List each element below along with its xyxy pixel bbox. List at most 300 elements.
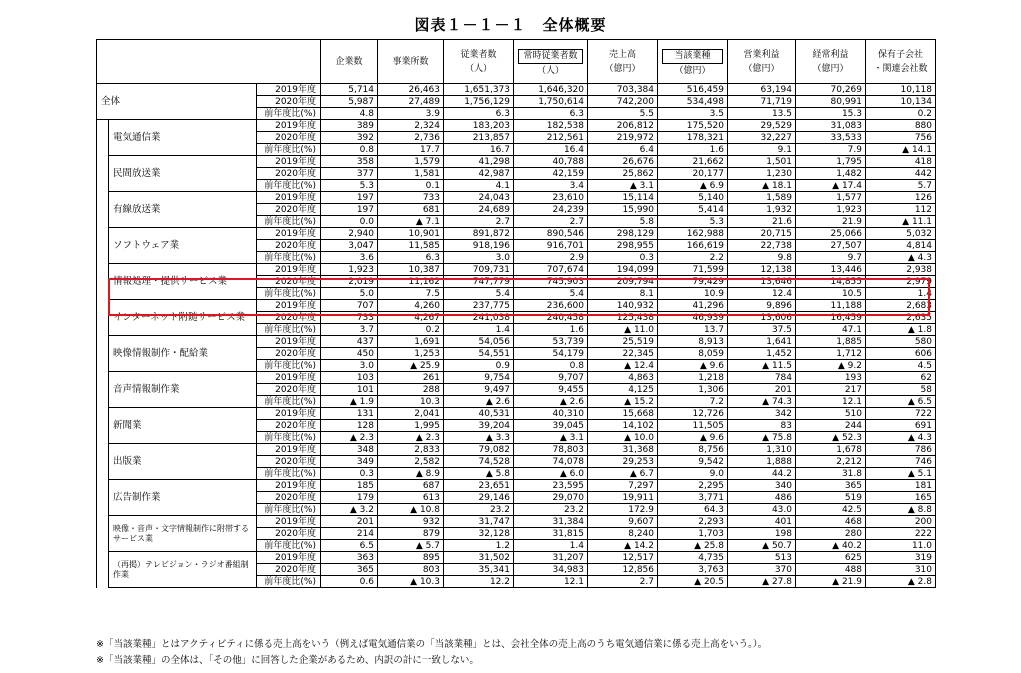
table-cell: 217 — [796, 384, 866, 396]
row-period-label: 2020年度 — [257, 168, 321, 180]
row-period-label: 前年度比(%) — [257, 144, 321, 156]
table-cell: 140,932 — [588, 300, 658, 312]
table-cell: 31,368 — [588, 444, 658, 456]
row-period-label: 前年度比(%) — [257, 360, 321, 372]
table-cell: 1,253 — [378, 348, 444, 360]
row-period-label: 2019年度 — [257, 84, 321, 96]
table-cell: 13,646 — [728, 276, 796, 288]
table-cell: 606 — [866, 348, 936, 360]
table-cell: 15,990 — [588, 204, 658, 216]
indent-cell — [97, 480, 109, 516]
table-cell: 5.4 — [514, 288, 588, 300]
table-cell: 236,600 — [514, 300, 588, 312]
table-cell: 46,939 — [658, 312, 728, 324]
indent-cell — [97, 120, 109, 156]
table-cell: ▲ 5.1 — [866, 468, 936, 480]
col-header-companies: 企業数 — [321, 40, 378, 84]
table-cell: 74,078 — [514, 456, 588, 468]
indent-cell — [97, 264, 109, 300]
table-cell: 389 — [321, 120, 378, 132]
group-label: 映像情報制作・配給業 — [109, 336, 257, 372]
table-cell: 183,203 — [444, 120, 514, 132]
table-cell: 237,775 — [444, 300, 514, 312]
table-cell: 10,134 — [866, 96, 936, 108]
table-cell: ▲ 50.7 — [728, 540, 796, 552]
table-cell: 932 — [378, 516, 444, 528]
table-cell: 392 — [321, 132, 378, 144]
table-cell: 1,678 — [796, 444, 866, 456]
table-cell: ▲ 9.6 — [658, 432, 728, 444]
table-cell: 5,714 — [321, 84, 378, 96]
group-label: 映像・音声・文字情報制作に附帯するサービス業 — [109, 516, 257, 552]
table-cell: 12.4 — [728, 288, 796, 300]
table-cell: 58 — [866, 384, 936, 396]
table-cell: 32,128 — [444, 528, 514, 540]
table-cell: 3.0 — [444, 252, 514, 264]
table-cell: 0.8 — [321, 144, 378, 156]
table-cell: 342 — [728, 408, 796, 420]
table-cell: 222 — [866, 528, 936, 540]
table-cell: 23.2 — [514, 504, 588, 516]
table-cell: 9,754 — [444, 372, 514, 384]
table-cell: 11,585 — [378, 240, 444, 252]
indent-cell — [97, 552, 109, 588]
indent-cell — [97, 156, 109, 192]
table-cell: 1,581 — [378, 168, 444, 180]
table-cell: 198 — [728, 528, 796, 540]
table-cell: 4,260 — [378, 300, 444, 312]
table-cell: 707 — [321, 300, 378, 312]
footnote-1: ※「当該業種」とはアクティビティに係る売上高をいう（例えば電気通信業の「当該業種」とは、会社全体の売上高のうち電気通信業に係る売上高をいう。）。 — [96, 639, 768, 650]
table-cell: 15,668 — [588, 408, 658, 420]
table-cell: 890,546 — [514, 228, 588, 240]
table-cell: ▲ 5.8 — [444, 468, 514, 480]
group-label: 情報処理・提供サービス業 — [109, 264, 257, 300]
table-cell: 39,045 — [514, 420, 588, 432]
col-header-operating-profit: 営業利益 （億円） — [728, 40, 796, 84]
table-cell: ▲ 75.8 — [728, 432, 796, 444]
table-cell: 1.4 — [514, 540, 588, 552]
table-cell: 534,498 — [658, 96, 728, 108]
table-cell: 9,896 — [728, 300, 796, 312]
row-period-label: 2019年度 — [257, 552, 321, 564]
table-cell: 29,146 — [444, 492, 514, 504]
table-cell: 363 — [321, 552, 378, 564]
table-cell: 11,505 — [658, 420, 728, 432]
row-period-label: 前年度比(%) — [257, 180, 321, 192]
table-cell: 9,542 — [658, 456, 728, 468]
table-cell: ▲ 10.3 — [378, 576, 444, 588]
table-cell: 23,651 — [444, 480, 514, 492]
table-cell: 79,429 — [658, 276, 728, 288]
table-cell: ▲ 14.2 — [588, 540, 658, 552]
table-cell: 197 — [321, 204, 378, 216]
table-cell: 895 — [378, 552, 444, 564]
table-cell: ▲ 4.3 — [866, 252, 936, 264]
table-cell: 10.9 — [658, 288, 728, 300]
table-cell: 9,607 — [588, 516, 658, 528]
col-header-regular-employees: 常時従業者数 （人） — [514, 40, 588, 84]
group-label: （再掲）テレビジョン・ラジオ番組制作業 — [109, 552, 257, 588]
row-period-label: 前年度比(%) — [257, 396, 321, 408]
table-cell: 486 — [728, 492, 796, 504]
table-cell: 13.5 — [728, 108, 796, 120]
table-cell: 1,995 — [378, 420, 444, 432]
table-row — [97, 372, 936, 384]
row-period-label: 2020年度 — [257, 312, 321, 324]
table-cell: 2,212 — [796, 456, 866, 468]
table-cell: 1.4 — [866, 288, 936, 300]
table-cell: 5.4 — [444, 288, 514, 300]
table-cell: 4.8 — [321, 108, 378, 120]
table-cell: 23,595 — [514, 480, 588, 492]
table-cell: 310 — [866, 564, 936, 576]
row-period-label: 2019年度 — [257, 192, 321, 204]
table-cell: 8,756 — [658, 444, 728, 456]
table-cell: 24,043 — [444, 192, 514, 204]
table-cell: 3.6 — [321, 252, 378, 264]
table-cell: 0.2 — [378, 324, 444, 336]
table-cell: 0.6 — [321, 576, 378, 588]
row-period-label: 2020年度 — [257, 240, 321, 252]
table-cell: ▲ 21.9 — [796, 576, 866, 588]
table-cell: 53,739 — [514, 336, 588, 348]
table-cell: ▲ 6.9 — [658, 180, 728, 192]
table-cell: 27,489 — [378, 96, 444, 108]
table-cell: 31,207 — [514, 552, 588, 564]
table-cell: 175,520 — [658, 120, 728, 132]
table-cell: 2,041 — [378, 408, 444, 420]
table-cell: 9.0 — [658, 468, 728, 480]
table-cell: 2.7 — [514, 216, 588, 228]
row-period-label: 2019年度 — [257, 156, 321, 168]
row-period-label: 前年度比(%) — [257, 540, 321, 552]
row-period-label: 前年度比(%) — [257, 288, 321, 300]
table-row — [97, 444, 936, 456]
table-cell: 370 — [728, 564, 796, 576]
row-period-label: 2019年度 — [257, 336, 321, 348]
table-row — [97, 300, 936, 312]
table-cell: 201 — [728, 384, 796, 396]
table-cell: 442 — [866, 168, 936, 180]
footnote-2: ※「当該業種」の全体は、「その他」に回答した企業があるため、内訳の計に一致しない。 — [96, 655, 479, 666]
table-cell: 42.5 — [796, 504, 866, 516]
table-cell: 31.8 — [796, 468, 866, 480]
table-cell: 625 — [796, 552, 866, 564]
table-cell: 6.5 — [321, 540, 378, 552]
table-cell: 213,857 — [444, 132, 514, 144]
group-label: 広告制作業 — [109, 480, 257, 516]
table-row — [97, 192, 936, 204]
table-cell: 519 — [796, 492, 866, 504]
table-cell: 14,102 — [588, 420, 658, 432]
table-cell: 126 — [866, 192, 936, 204]
table-cell: ▲ 3.3 — [444, 432, 514, 444]
table-cell: ▲ 11.5 — [728, 360, 796, 372]
table-cell: 1,230 — [728, 168, 796, 180]
table-cell: ▲ 11.0 — [588, 324, 658, 336]
table-cell: 71,599 — [658, 264, 728, 276]
table-cell: 6.3 — [378, 252, 444, 264]
table-cell: 12,856 — [588, 564, 658, 576]
table-cell: 1.6 — [514, 324, 588, 336]
table-cell: ▲ 1.8 — [866, 324, 936, 336]
table-cell: 165 — [866, 492, 936, 504]
col-header-offices: 事業所数 — [378, 40, 444, 84]
table-cell: 1,923 — [796, 204, 866, 216]
table-cell: 13.7 — [658, 324, 728, 336]
table-cell: 450 — [321, 348, 378, 360]
table-cell: 298,129 — [588, 228, 658, 240]
table-cell: 1,306 — [658, 384, 728, 396]
table-cell: 2.9 — [514, 252, 588, 264]
row-period-label: 2020年度 — [257, 420, 321, 432]
table-cell: 201 — [321, 516, 378, 528]
table-cell: 6.3 — [514, 108, 588, 120]
table-cell: ▲ 9.6 — [658, 360, 728, 372]
table-cell: 4,814 — [866, 240, 936, 252]
table-cell: 0.8 — [514, 360, 588, 372]
table-cell: 745,903 — [514, 276, 588, 288]
table-cell: 742,200 — [588, 96, 658, 108]
table-cell: 10.3 — [378, 396, 444, 408]
table-cell: 41,298 — [444, 156, 514, 168]
table-cell: 25,066 — [796, 228, 866, 240]
table-cell: 21,662 — [658, 156, 728, 168]
table-cell: 112 — [866, 204, 936, 216]
table-cell: 0.3 — [321, 468, 378, 480]
table-cell: 128 — [321, 420, 378, 432]
row-period-label: 2019年度 — [257, 120, 321, 132]
table-cell: 401 — [728, 516, 796, 528]
table-cell: 194,099 — [588, 264, 658, 276]
table-cell: 7,297 — [588, 480, 658, 492]
table-cell: 3,763 — [658, 564, 728, 576]
table-cell: ▲ 6.0 — [514, 468, 588, 480]
table-cell: ▲ 25.8 — [658, 540, 728, 552]
row-period-label: 2019年度 — [257, 300, 321, 312]
group-label: 民間放送業 — [109, 156, 257, 192]
table-cell: 733 — [378, 192, 444, 204]
table-cell: 14,855 — [796, 276, 866, 288]
table-cell: 5,414 — [658, 204, 728, 216]
table-cell: ▲ 12.4 — [588, 360, 658, 372]
table-cell: 212,561 — [514, 132, 588, 144]
table-cell: 756 — [866, 132, 936, 144]
table-cell: 35,341 — [444, 564, 514, 576]
col-header-employees: 従業者数 （人） — [444, 40, 514, 84]
overview-table — [96, 39, 936, 588]
row-period-label: 2020年度 — [257, 348, 321, 360]
table-cell: 41,296 — [658, 300, 728, 312]
table-cell: 3.5 — [658, 108, 728, 120]
table-cell: 37.5 — [728, 324, 796, 336]
table-row — [97, 408, 936, 420]
table-row — [97, 264, 936, 276]
table-cell: 1.4 — [444, 324, 514, 336]
table-cell: 54,179 — [514, 348, 588, 360]
table-cell: 11,188 — [796, 300, 866, 312]
table-cell: 918,196 — [444, 240, 514, 252]
header-blank — [97, 40, 321, 84]
group-label: 出版業 — [109, 444, 257, 480]
table-cell: 879 — [378, 528, 444, 540]
table-cell: ▲ 8.8 — [866, 504, 936, 516]
group-label: ソフトウェア業 — [109, 228, 257, 264]
group-label: インターネット附随サービス業 — [109, 300, 257, 336]
table-cell: 166,619 — [658, 240, 728, 252]
table-cell: 33,533 — [796, 132, 866, 144]
group-label: 有線放送業 — [109, 192, 257, 228]
table-cell: 803 — [378, 564, 444, 576]
table-cell: 5,987 — [321, 96, 378, 108]
table-cell: 0.2 — [866, 108, 936, 120]
table-cell: 16.7 — [444, 144, 514, 156]
table-row — [97, 336, 936, 348]
table-cell: 9.1 — [728, 144, 796, 156]
table-cell: 1,218 — [658, 372, 728, 384]
table-cell: ▲ 7.1 — [378, 216, 444, 228]
table-cell: 4.5 — [866, 360, 936, 372]
table-cell: 0.9 — [444, 360, 514, 372]
table-cell: ▲ 74.3 — [728, 396, 796, 408]
table-cell: 5.7 — [866, 180, 936, 192]
table-cell: 2,938 — [866, 264, 936, 276]
table-cell: 3.0 — [321, 360, 378, 372]
table-cell: 29,070 — [514, 492, 588, 504]
table-row — [97, 516, 936, 528]
table-cell: 891,872 — [444, 228, 514, 240]
table-cell: 1,589 — [728, 192, 796, 204]
table-cell: 365 — [796, 480, 866, 492]
table-cell: 54,551 — [444, 348, 514, 360]
table-cell: 178,321 — [658, 132, 728, 144]
table-cell: 1,885 — [796, 336, 866, 348]
table-cell: 200 — [866, 516, 936, 528]
table-cell: 703,384 — [588, 84, 658, 96]
table-cell: 613 — [378, 492, 444, 504]
indent-cell — [97, 444, 109, 480]
group-label: 全体 — [97, 84, 257, 120]
row-period-label: 2020年度 — [257, 528, 321, 540]
table-cell: 12.1 — [514, 576, 588, 588]
table-cell: 64.3 — [658, 504, 728, 516]
table-cell: ▲ 2.6 — [514, 396, 588, 408]
table-cell: 468 — [796, 516, 866, 528]
table-cell: 13,446 — [796, 264, 866, 276]
table-cell: 172.9 — [588, 504, 658, 516]
table-cell: 733 — [321, 312, 378, 324]
table-cell: 5,032 — [866, 228, 936, 240]
table-cell: 1,703 — [658, 528, 728, 540]
table-cell: 80,991 — [796, 96, 866, 108]
table-cell: 418 — [866, 156, 936, 168]
table-cell: 241,038 — [444, 312, 514, 324]
table-cell: 185 — [321, 480, 378, 492]
table-cell: 214 — [321, 528, 378, 540]
table-cell: 12.2 — [444, 576, 514, 588]
table-cell: 1,923 — [321, 264, 378, 276]
table-cell: 162,988 — [658, 228, 728, 240]
group-label: 電気通信業 — [109, 120, 257, 156]
table-cell: 2,833 — [378, 444, 444, 456]
table-cell: 219,972 — [588, 132, 658, 144]
table-cell: 5.3 — [321, 180, 378, 192]
table-cell: ▲ 2.6 — [444, 396, 514, 408]
row-period-label: 2020年度 — [257, 456, 321, 468]
row-period-label: 2020年度 — [257, 204, 321, 216]
table-cell: ▲ 3.1 — [588, 180, 658, 192]
table-cell: ▲ 6.5 — [866, 396, 936, 408]
row-period-label: 前年度比(%) — [257, 108, 321, 120]
table-cell: 1,452 — [728, 348, 796, 360]
table-cell: ▲ 9.2 — [796, 360, 866, 372]
table-cell: 24,239 — [514, 204, 588, 216]
table-cell: 784 — [728, 372, 796, 384]
table-cell: 1,501 — [728, 156, 796, 168]
table-cell: 1,691 — [378, 336, 444, 348]
table-cell: 2,940 — [321, 228, 378, 240]
table-cell: 182,538 — [514, 120, 588, 132]
table-cell: 319 — [866, 552, 936, 564]
row-period-label: 2020年度 — [257, 492, 321, 504]
table-cell: 1.2 — [444, 540, 514, 552]
table-cell: 181 — [866, 480, 936, 492]
table-cell: ▲ 10.0 — [588, 432, 658, 444]
table-cell: 23,610 — [514, 192, 588, 204]
table-cell: 288 — [378, 384, 444, 396]
table-cell: 1,651,373 — [444, 84, 514, 96]
table-cell: 9.8 — [728, 252, 796, 264]
table-cell: ▲ 27.8 — [728, 576, 796, 588]
table-cell: ▲ 6.7 — [588, 468, 658, 480]
table-cell: 125,438 — [588, 312, 658, 324]
table-cell: 11,162 — [378, 276, 444, 288]
table-cell: 8,240 — [588, 528, 658, 540]
table-cell: 687 — [378, 480, 444, 492]
table-cell: 2.7 — [588, 576, 658, 588]
table-cell: 29,529 — [728, 120, 796, 132]
table-cell: ▲ 11.1 — [866, 216, 936, 228]
row-period-label: 2019年度 — [257, 228, 321, 240]
table-cell: 786 — [866, 444, 936, 456]
table-row — [97, 120, 936, 132]
table-cell: 17.7 — [378, 144, 444, 156]
table-cell: 62 — [866, 372, 936, 384]
row-period-label: 2019年度 — [257, 372, 321, 384]
group-label: 音声情報制作業 — [109, 372, 257, 408]
table-row — [97, 552, 936, 564]
table-cell: 63,194 — [728, 84, 796, 96]
row-period-label: 2019年度 — [257, 264, 321, 276]
table-cell: 10,118 — [866, 84, 936, 96]
table-cell: 880 — [866, 120, 936, 132]
table-cell: 193 — [796, 372, 866, 384]
table-cell: 1,750,614 — [514, 96, 588, 108]
table-cell: 298,955 — [588, 240, 658, 252]
table-cell: 1,646,320 — [514, 84, 588, 96]
table-cell: 16.4 — [514, 144, 588, 156]
table-cell: 25,862 — [588, 168, 658, 180]
row-period-label: 2020年度 — [257, 384, 321, 396]
table-cell: 83 — [728, 420, 796, 432]
table-cell: 1,888 — [728, 456, 796, 468]
table-cell: 16,459 — [796, 312, 866, 324]
row-period-label: 2020年度 — [257, 564, 321, 576]
table-cell: ▲ 10.8 — [378, 504, 444, 516]
group-label: 新聞業 — [109, 408, 257, 444]
indent-cell — [97, 300, 109, 336]
